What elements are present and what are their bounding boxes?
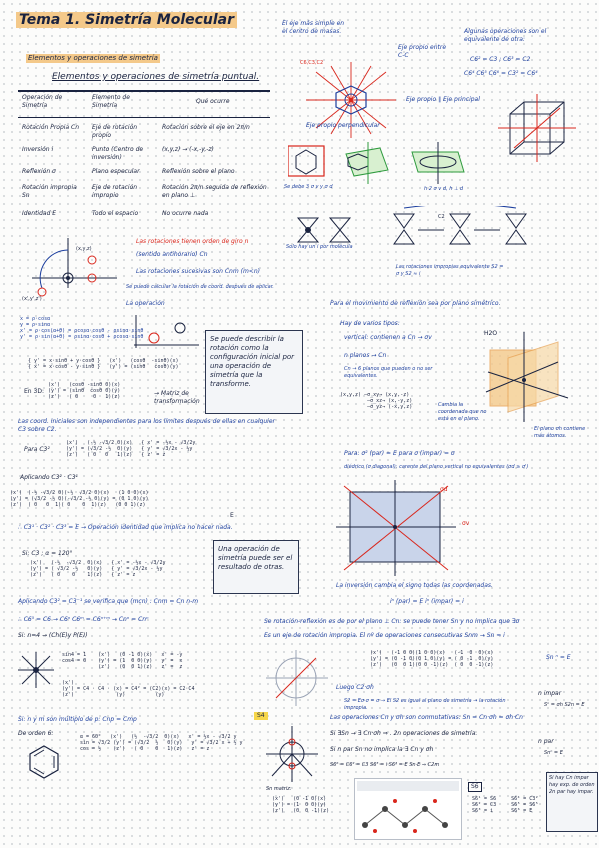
s4-badge: S4 — [254, 712, 268, 720]
s6-eq: S6⁶ = C6² = C3 S6³ = i S6³ = E Sn·E ⇒ C2m — [330, 762, 440, 768]
para-sigma: Para: σ² (par) = E para σ (impar) = σ — [344, 450, 455, 457]
n-planes: n planos → Cn — [344, 352, 387, 359]
algunas-ops: Algunas operaciones son el equivalente de otra: — [464, 28, 547, 43]
improper-rotation-chain — [386, 206, 536, 254]
matriz-label: → Matriz de transformación — [154, 390, 200, 405]
equiv: S2 = Eσ·σ = σ → El S2 es igual al plano de simetría → la rotación impropia. — [344, 698, 506, 711]
para-c3: Para C3² — [24, 446, 50, 453]
reflection-eq: (x,y,z) —σ_xy→ (x,y,-z) —σ_xz→ (x,-y,z) —σ_yz→ (-x,y,z) — [340, 392, 413, 410]
s6-list: S6¹ = S6 S6⁴ = C3² S6² = C3 S6⁵ = S6⁵ S6³ = i S6⁶ = E — [472, 796, 539, 814]
si-n4: Si: n=4 → (Ch(E)y P(E)) — [18, 632, 88, 639]
only-one-i: Solo hay un i por molécula — [286, 244, 353, 250]
matrix-s2: (x') (-1 0 0)(1 0 0)(x) (-1 0 0)(x) (y') = (0 -1 0)(0 1 0)(y) = ( 0 -1 0)(y) (z') (0 0 1)(0 0 -1)(z) ( 0 0 -1)(z) — [370, 650, 494, 668]
table-header-what: Qué ocurre — [196, 98, 230, 105]
si-sn: Si ∃Sn → ∃ Cn·σh ⇒ . 2n operaciones de simetría. — [330, 730, 478, 737]
tema-text: Las coord. iniciales son independientes para los límites después de ellas en cualquier C3 sobre C2. — [18, 418, 275, 433]
eq-1: C6² = C3 ; C6³ = C2 — [470, 56, 531, 63]
c6-label: C6,C3,C2 — [300, 60, 324, 66]
rot-plano: Cn → 6 planos que pueden o no ser equivalentes. — [344, 366, 433, 379]
table-row-5 — [22, 210, 272, 222]
eje-propio-principal: Eje propio ∥ Eje principal — [406, 96, 480, 103]
note-box-1: Se puede describir la rotación como la configuración inicial por una operación de simetría que la transforme. — [205, 330, 303, 414]
consecutive: ∴ C6⁵ = C6 → C6ⁿ C6ᵐ = C6ⁿ⁺ᵐ → Cnⁿ = Cnⁿ — [18, 616, 149, 623]
table-cell: Reflexión sobre el plano — [162, 168, 235, 175]
de-orden-6: De orden 6: — [18, 730, 54, 737]
table-cell: Rotación Propia Cn — [22, 124, 80, 131]
n-par-eq: Snⁿ = E — [544, 750, 563, 756]
sigma-square-diagram — [336, 480, 460, 580]
si-par: Si n par Sn no implica la ∃ Cn y σh — [330, 746, 434, 753]
matrix-2d: { y' = x·sinθ + y·cosθ } (x') (cosθ -sinθ)(x) { x' = x·cosθ - y·sinθ } (y') = (sinθ cosθ)(y) — [28, 358, 179, 370]
luego: Luego C2·σh — [336, 684, 374, 691]
coord-equations: x = ρ·cosα y = ρ·sinα x' = ρ·cos(α+θ) = ρcosα·cosθ - ρsinα·sinθ y' = ρ·sin(α+θ) = ρsinα·cosθ + ρcosα·sinθ — [20, 316, 144, 340]
matrix-product: (x') (-½ -√3/2 0)(-½ √3/2 0)(x) (1 0 0)(x) (y') = (√3/2 -½ 0)(-√3/2 -½ 0)(y) = (0 1 0)(y) (z') ( 0 0 1)( 0 0 1)(z) (0 0 1)(z) — [10, 490, 149, 508]
refl-title — [330, 300, 540, 308]
las-ops: Las operaciones Cn y σh son conmutativas: Sn = Cn·σh = σh·Cn — [330, 714, 523, 721]
rotation-star-diagram — [14, 648, 58, 692]
matrix-c3-squared: (x') (-½ -√3/2 0)(x) { x' = -½x - √3/2y (y') = (√3/2 -½ 0)(y) { y' = √3/2x - ½y (z') ( 0 0 1)(z) { z' = z — [66, 440, 196, 458]
sigma-v-label: σv — [462, 520, 470, 527]
resumen-eq: ∴ C3¹ · C3² · C3³ = E → Operación identidad que implica no hacer nada. — [18, 524, 233, 531]
table-rule-top — [18, 90, 270, 92]
table-cell: Rotación sobre el eje en 2π/n — [162, 124, 250, 131]
inversion: La inversión cambia el signo todas las coordenadas. — [336, 582, 493, 589]
ultimo: Si: n y m son múltiplo de p: Cnp = Cmp — [18, 716, 137, 723]
h2o-planes-diagram — [478, 332, 574, 422]
rot-text-2: (sentido antihorario) Cn — [136, 251, 208, 258]
eje-propio-perp: Eje propio perpendicular — [306, 122, 380, 129]
s4-diagram — [262, 724, 322, 784]
inversion-eq: iⁿ (par) = E iⁿ (impar) = i — [390, 598, 464, 605]
matrix-3d: (x') (cosθ -sinθ 0)(x) (y') = (sinθ cosθ 0)(y) (z') ( 0 0 1)(z) — [48, 382, 121, 400]
sn-matrix-label: Sn matriz: — [266, 786, 292, 792]
table-row-2 — [22, 146, 272, 166]
s-c3: Si: C3 ; α = 120° — [22, 550, 73, 557]
eje-mayor: El eje más simple en el centro de masas. — [282, 20, 345, 35]
page-title: Tema 1. Simetría Molecular — [16, 12, 237, 28]
table-header-op: Operación de Simetría — [22, 94, 63, 109]
rot-text-3: Las rotaciones sucesivas son Cnm (m<n) — [136, 268, 260, 275]
cube-diagram — [498, 94, 578, 164]
aplicando-2: Aplicando C3² = C3⁻¹ se verifica que (mcn) : Cnm = Cn n-m — [18, 598, 199, 605]
en-3d: En 3D: — [24, 388, 44, 395]
table-cell: Eje de rotación impropio — [92, 184, 138, 199]
benzene-icon — [24, 742, 64, 782]
sub-note-3: h 2 σ v d, h ⊥ d — [424, 186, 464, 192]
label-xyz2: (x',y',z') — [22, 296, 42, 302]
label-xyz: (x,y,z) — [76, 246, 92, 252]
table-row-1 — [22, 124, 272, 144]
eq-2: C6⁴ C6⁵ C6⁶ = C3² = C6⁴ — [464, 70, 538, 77]
table-cell: No ocurre nada — [162, 210, 209, 217]
h2o-label: H2O — [484, 330, 498, 337]
n-par-label: n par — [538, 738, 554, 745]
table-header-el: Elemento de Simetría — [92, 94, 130, 109]
rot-text-1 — [136, 238, 286, 246]
table-cell: Rotación 2π/n seguida de reflexión en plano ⊥ — [162, 184, 267, 199]
c2-label: C2 — [438, 214, 445, 220]
sn-list: Sⁿ = σh S2n = E — [544, 702, 585, 708]
s6-badge: S6 — [468, 782, 482, 792]
table-row-4 — [22, 184, 272, 206]
table-cell: Eje de rotación propio — [92, 124, 138, 139]
tipos: Hay de varios tipos: — [340, 320, 400, 327]
molecule-drawing — [355, 779, 461, 839]
table-title: Elementos y operaciones de simetría puntual. — [52, 72, 260, 82]
rotation-diagram — [22, 228, 122, 320]
note-box-3: Si hay Cn impar hay exp. de orden 2n par hay impar. — [546, 772, 598, 832]
matrix-c6: α = 60° (x') (½ -√3/2 0)(x) x' = ½x - √3/2 y sin = √3/2 (y') = (√3/2 ½ 0)(y) y' = √3/2 x + ½ y cos = ½ (z') ( 0 0 1)(z) z' = z — [80, 734, 243, 752]
matrix-c4: sin4 = 1 (x') (0 -1 0)(x) x' = -y cos4 = 0 (y') = (1 0 0)(y) y' = x (z') (0 0 1)(z) z' = z — [62, 652, 183, 670]
improper-circle-diagram — [262, 648, 332, 708]
table-row-3 — [22, 168, 272, 182]
matrix-c3-120: (x') (-½ -√3/2 0)(x) { x' = -½x - √3/2y (y') = ( √3/2 -½ 0)(y) { y' = √3/2x - ½y (z') ( 0 0 1)(z) { z' = z — [30, 560, 166, 578]
molecule-image — [354, 778, 462, 840]
sn-eq: Sn ⁿ = E — [546, 654, 571, 661]
symmetry-planes-diagrams — [288, 140, 478, 184]
sub-note-1: Se debe 3 σ v y σ d — [284, 184, 333, 190]
imp-rot: Las rotaciones impropias equivalente S2 = σ y S2 ≈ i — [396, 264, 504, 277]
rot-text-4: Se puede calcular la rotación de coord. después de aplicar. — [126, 284, 274, 290]
table-rule-mid — [18, 117, 270, 118]
vertical: vertical: contienen a Cn → σv — [344, 334, 432, 341]
la-operacion: La operación — [126, 300, 165, 307]
el-plano: El plano σh contiene más átomos. — [534, 426, 586, 439]
section-subtitle: Elementos y operaciones de simetría — [28, 54, 158, 62]
table-cell: Inversión i — [22, 146, 54, 153]
eje-propio-cc: Eje propio entre C-C — [398, 44, 447, 59]
rot-text-1-a: Las rotaciones tienen orden de giro n — [136, 238, 249, 245]
matrix-s4: (x') (0 -1 0)(x) (y') = (1 0 0)(y) (z') (0 0 -1)(z) — [272, 796, 330, 814]
aplicando-1: Aplicando C3² · C3¹ — [20, 474, 78, 481]
table-cell: Identidad E — [22, 210, 57, 217]
note-box-2: Una operación de simetría puede ser el resultado de otras. — [213, 540, 299, 594]
diedro: diédrico (σ diagonal): carente del plano vertical no equivalentes (σd ≥ σ') — [344, 464, 529, 470]
n-impar-label: n impar — [538, 690, 562, 697]
table-cell: Punto (Centro de inversión) — [92, 146, 144, 161]
c4-composition: (x') (y') = C4 · C4 · (x) = C4² = (C2)(x) = C2·C4 (z') (y) (y) — [62, 680, 195, 698]
cambia: Cambia la coordenada que no está en el plano. — [438, 402, 487, 422]
table-cell: Reflexión σ — [22, 168, 56, 175]
refl-title-text: Para el movimiento de reflexión sea por plano simétrico. — [330, 300, 501, 307]
table-cell: Plano especular — [92, 168, 140, 175]
table-cell: (x,y,z) → (-x,-y,-z) — [162, 146, 214, 153]
rot-refl: Se rotación-reflexión es de por el plano ⊥ Cn: se puede tener Sn y no implica que ∃σ — [264, 618, 520, 625]
table-cell: Todo el espacio — [92, 210, 139, 217]
label-e: E — [230, 512, 234, 519]
table-cell: Rotación impropia Sn — [22, 184, 77, 199]
sigma-d-label: σd — [440, 486, 448, 493]
eje-impropio: Es un eje de rotación impropia. El nº de operaciones consecutivas Snm → Sn ≈ i — [264, 632, 505, 639]
